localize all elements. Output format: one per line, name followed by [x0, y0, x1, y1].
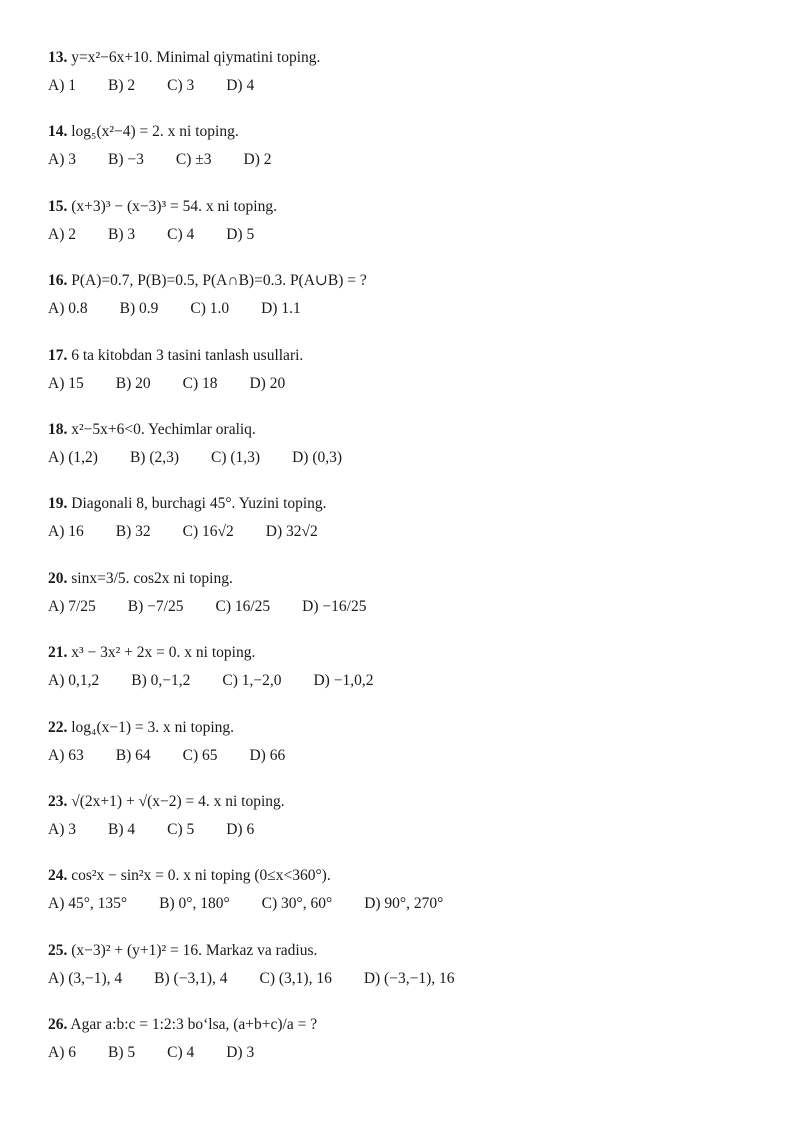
answer-options [48, 76, 286, 96]
answer-option-a: A) 7/25 [48, 597, 96, 615]
answer-options [48, 299, 333, 319]
answer-option-c: C) 1.0 [190, 300, 230, 318]
question-number: 17. [48, 346, 68, 364]
question-text-line [48, 346, 303, 366]
answer-options [48, 746, 317, 766]
answer-option-a: A) 3 [48, 151, 76, 169]
answer-option-b: B) −7/25 [127, 597, 184, 615]
question-number: 16. [48, 272, 68, 290]
answer-option-b: B) −3 [107, 151, 144, 169]
question-number: 13. [48, 49, 68, 66]
answer-option-a: A) 16 [48, 523, 84, 541]
question-number: 21. [48, 644, 68, 662]
question-item [48, 937, 768, 1011]
question-text: sinx=3/5. cos2x ni toping. [67, 569, 233, 587]
answer-option-c: C) 65 [182, 746, 218, 764]
answer-option-b: B) (−3,1), 4 [154, 969, 228, 987]
answer-option-a: A) 6 [48, 1044, 76, 1062]
answer-option-a: A) 0,1,2 [48, 672, 100, 690]
question-text: P(A)=0.7, P(B)=0.5, P(A∩B)=0.3. P(A∪B) = ? [67, 272, 367, 290]
question-text-line [48, 792, 285, 812]
question-text: √(2x+1) + √(x−2) = 4. x ni toping. [67, 792, 285, 810]
answer-option-b: B) 0,−1,2 [131, 672, 191, 690]
answer-option-c: C) (1,3) [211, 448, 261, 466]
question-item [48, 639, 768, 713]
answer-option-a: A) 3 [48, 820, 76, 838]
question-item [48, 862, 768, 936]
question-number: 26. [48, 1016, 68, 1034]
question-item [48, 416, 768, 490]
answer-option-c: C) ±3 [175, 151, 212, 169]
question-text: y=x²−6x+10. Minimal qiymatini toping. [67, 49, 321, 66]
answer-option-c: C) (3,1), 16 [259, 969, 332, 987]
answer-option-b: B) 20 [115, 374, 151, 392]
answer-option-b: B) 0°, 180° [159, 895, 230, 913]
question-text: Agar a:b:c = 1:2:3 bo‘lsa, (a+b+c)/a = ? [67, 1016, 318, 1034]
question-text-line [48, 122, 239, 142]
answer-option-b: B) (2,3) [129, 448, 180, 466]
answer-options [48, 969, 487, 989]
question-item [48, 714, 768, 788]
answer-options [48, 225, 286, 245]
question-text: log₄(x−1) = 3. x ni toping. [67, 718, 235, 736]
question-text: log₅(x²−4) = 2. x ni toping. [67, 123, 239, 141]
question-item [48, 118, 768, 192]
question-text-line [48, 569, 233, 589]
question-number: 18. [48, 420, 68, 438]
question-item [48, 44, 768, 118]
answer-option-a: A) 0.8 [48, 300, 88, 318]
answer-options [48, 820, 286, 840]
answer-options [48, 522, 350, 542]
answer-options [48, 894, 475, 914]
question-item [48, 267, 768, 341]
question-item [48, 788, 768, 862]
question-text-line [48, 643, 255, 663]
answer-option-a: A) (1,2) [48, 448, 98, 466]
question-text-line [48, 1015, 317, 1035]
question-text-line [48, 494, 327, 514]
answer-option-c: C) 18 [182, 374, 218, 392]
question-text: 6 ta kitobdan 3 tasini tanlash usullari. [67, 346, 304, 364]
answer-option-d: D) 5 [226, 225, 255, 243]
answer-option-d: D) 20 [249, 374, 286, 392]
answer-option-c: C) 16/25 [215, 597, 271, 615]
answer-option-a: A) 63 [48, 746, 84, 764]
answer-options [48, 448, 374, 468]
answer-option-d: D) 3 [226, 1044, 255, 1062]
answer-option-c: C) 1,−2,0 [222, 672, 282, 690]
answer-option-c: C) 4 [167, 1044, 195, 1062]
question-text-line [48, 718, 234, 738]
answer-option-b: B) 0.9 [119, 300, 159, 318]
answer-option-b: B) 32 [115, 523, 151, 541]
question-text: x³ − 3x² + 2x = 0. x ni toping. [67, 644, 256, 662]
answer-options [48, 374, 317, 394]
answer-option-b: B) 5 [107, 1044, 136, 1062]
answer-options [48, 1043, 286, 1063]
question-text-line [48, 866, 331, 886]
question-item [48, 490, 768, 564]
question-text-line [48, 271, 367, 291]
answer-options [48, 597, 398, 617]
answer-option-a: A) 15 [48, 374, 84, 392]
answer-option-c: C) 4 [167, 225, 195, 243]
answer-option-d: D) 6 [226, 820, 255, 838]
answer-option-c: C) 5 [167, 820, 195, 838]
question-number: 22. [48, 718, 68, 736]
answer-option-d: D) −1,0,2 [313, 672, 374, 690]
answer-option-b: B) 4 [107, 820, 136, 838]
answer-option-d: D) 32√2 [265, 523, 318, 541]
question-item [48, 342, 768, 416]
question-text: cos²x − sin²x = 0. x ni toping (0≤x<360°). [67, 867, 331, 885]
question-text: x²−5x+6<0. Yechimlar oraliq. [67, 420, 256, 438]
question-text-line [48, 420, 256, 440]
answer-option-d: D) 90°, 270° [364, 895, 444, 913]
question-text-line [48, 48, 320, 68]
answer-option-b: B) 3 [107, 225, 136, 243]
question-number: 24. [48, 867, 68, 885]
answer-option-b: B) 2 [107, 77, 136, 94]
question-text-line [48, 197, 277, 217]
answer-option-d: D) 66 [249, 746, 286, 764]
answer-option-c: C) 16√2 [182, 523, 234, 541]
question-item [48, 1011, 768, 1085]
test-page [48, 44, 768, 1085]
answer-option-d: D) 1.1 [261, 300, 301, 318]
answer-option-b: B) 64 [115, 746, 151, 764]
question-item [48, 193, 768, 267]
answer-option-a: A) 2 [48, 225, 76, 243]
question-number: 15. [48, 197, 68, 215]
answer-option-c: C) 3 [167, 77, 195, 94]
question-item [48, 565, 768, 639]
question-text: (x+3)³ − (x−3)³ = 54. x ni toping. [67, 197, 277, 215]
answer-option-d: D) −16/25 [302, 597, 367, 615]
question-number: 20. [48, 569, 68, 587]
question-number: 14. [48, 123, 68, 141]
question-number: 25. [48, 941, 68, 959]
answer-option-d: D) 2 [243, 151, 272, 169]
answer-option-a: A) (3,−1), 4 [48, 969, 123, 987]
question-text-line [48, 941, 317, 961]
answer-option-a: A) 45°, 135° [48, 895, 128, 913]
answer-option-c: C) 30°, 60° [261, 895, 333, 913]
answer-option-d: D) 4 [226, 77, 255, 94]
answer-option-a: A) 1 [48, 77, 76, 94]
answer-options [48, 150, 303, 170]
answer-options [48, 671, 405, 691]
answer-option-d: D) (−3,−1), 16 [363, 969, 455, 987]
question-text: (x−3)² + (y+1)² = 16. Markaz va radius. [67, 941, 318, 959]
question-text: Diagonali 8, burchagi 45°. Yuzini toping. [67, 495, 327, 513]
question-number: 23. [48, 792, 68, 810]
answer-option-d: D) (0,3) [292, 448, 343, 466]
question-number: 19. [48, 495, 68, 513]
